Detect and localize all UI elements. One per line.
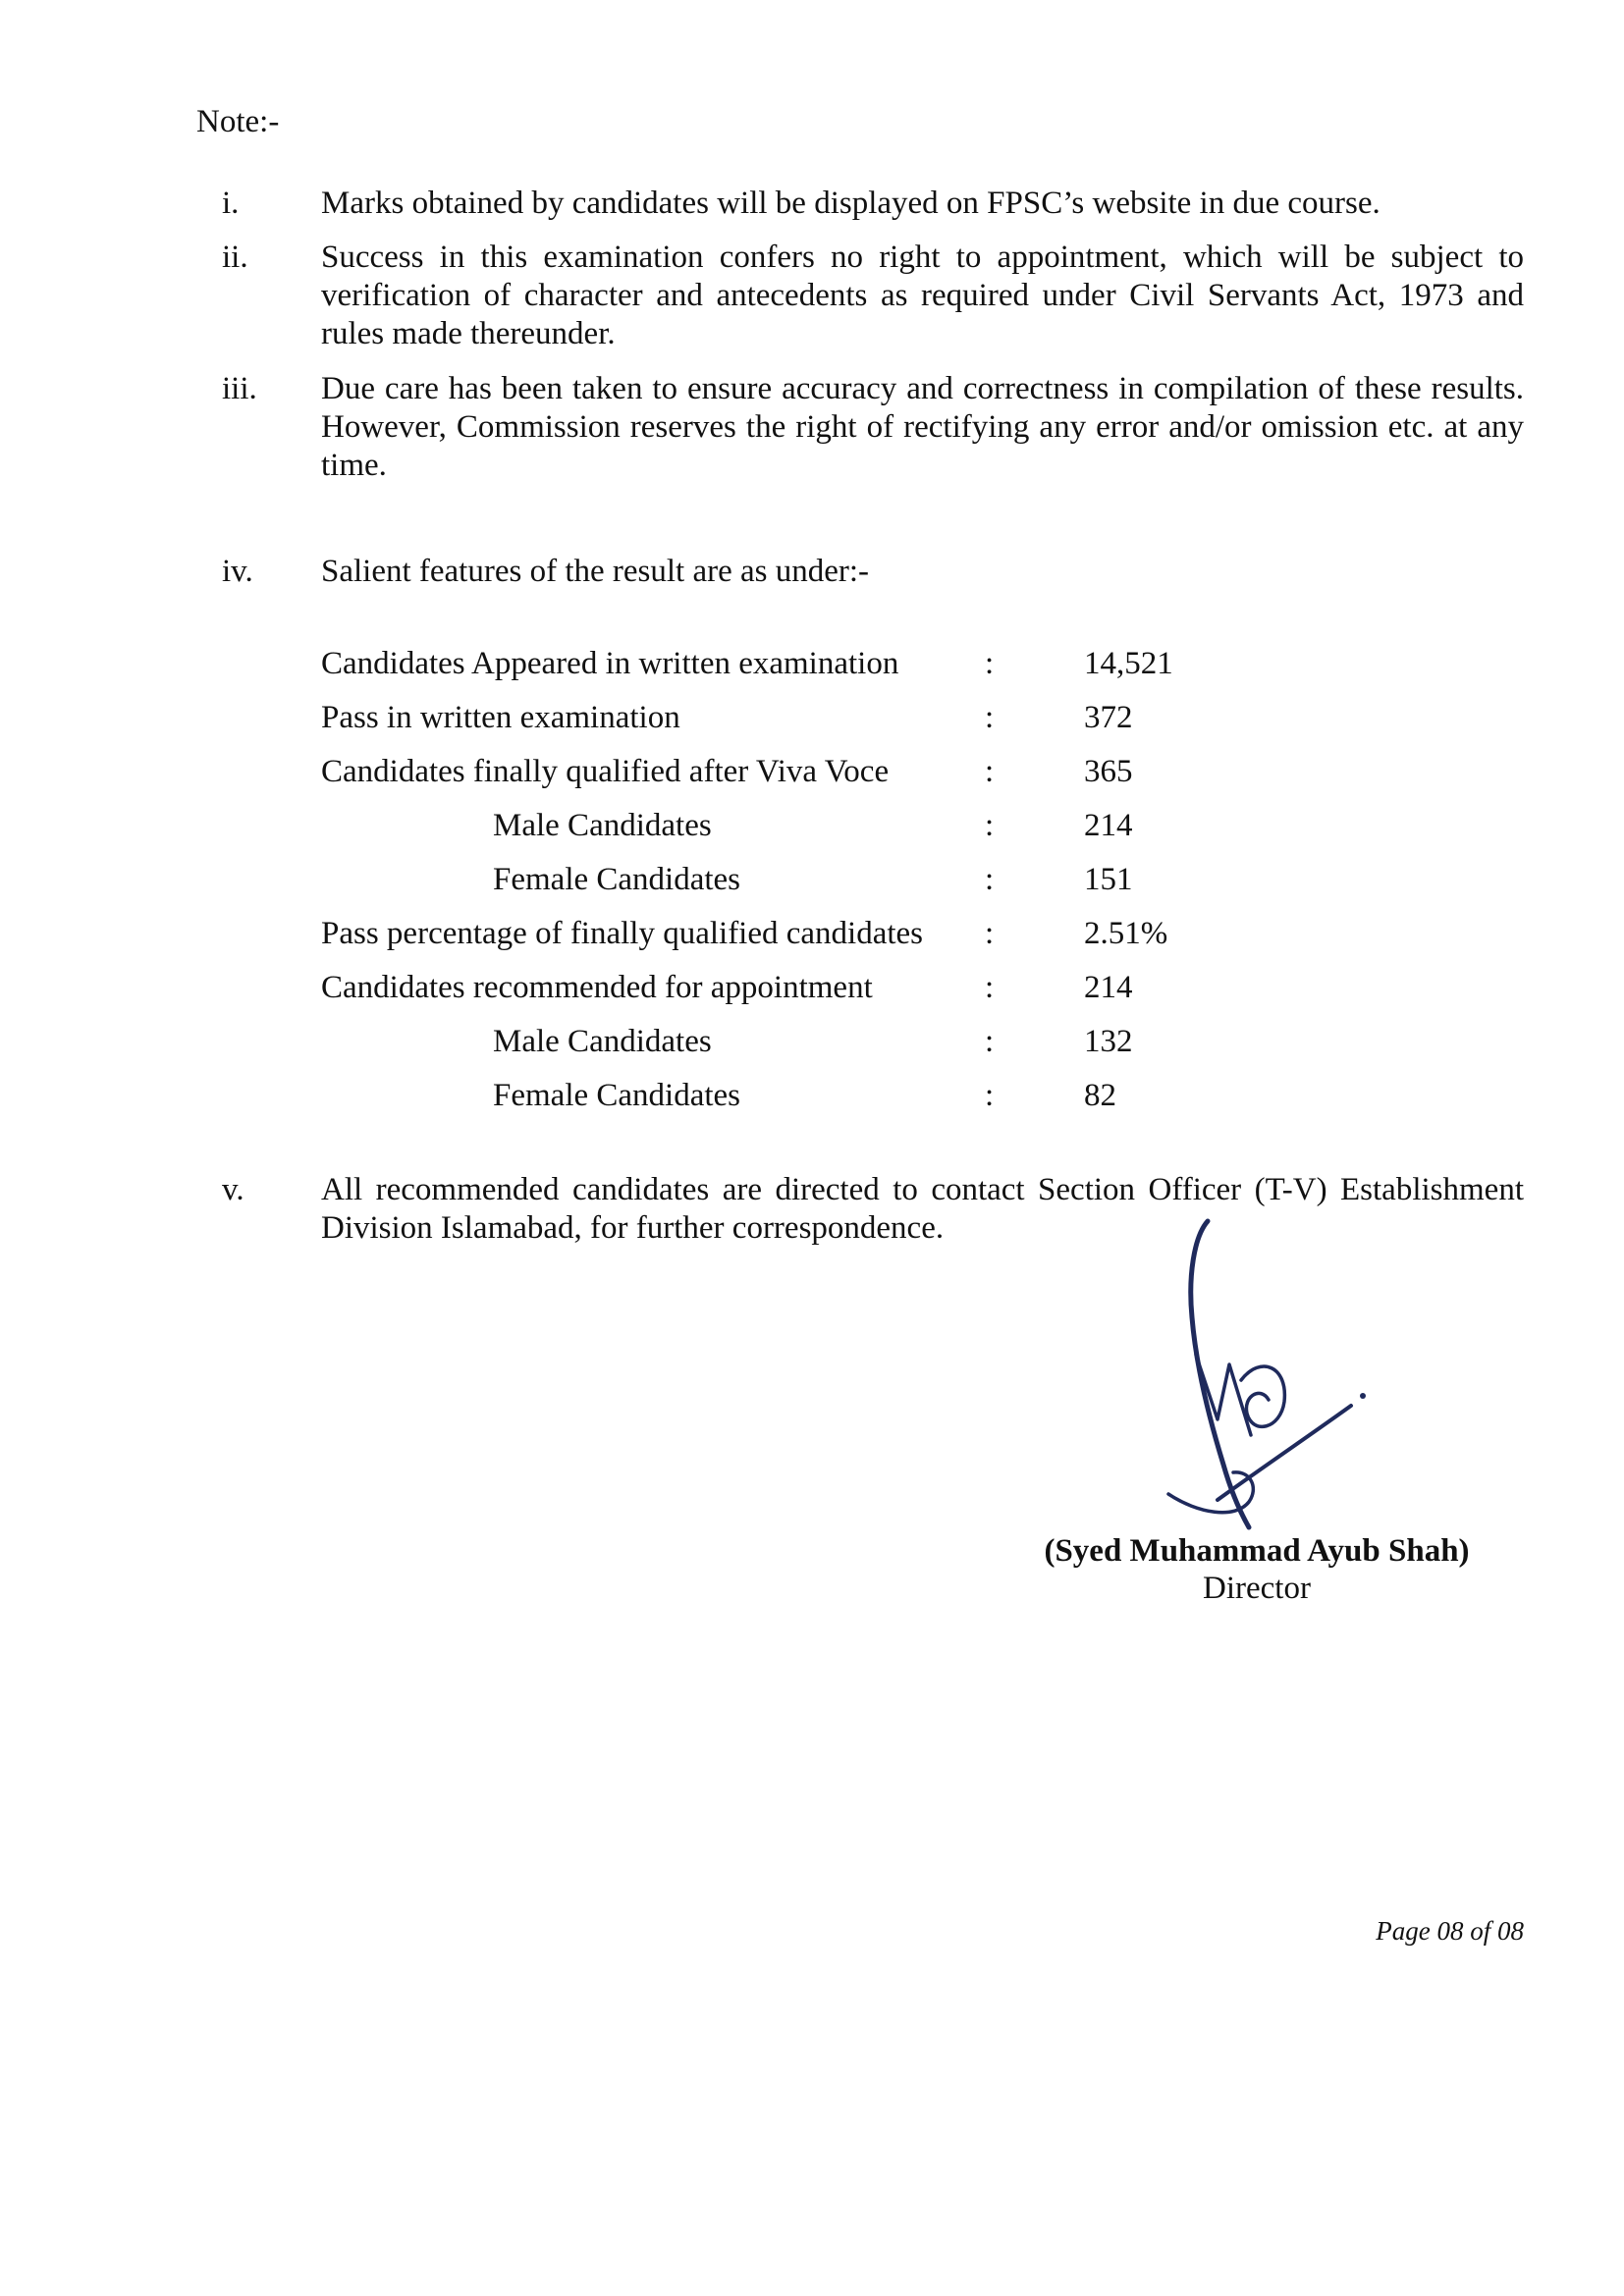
stat-separator: : xyxy=(985,970,995,1005)
stat-row-pass-written xyxy=(321,698,1205,752)
page-number: Page 08 of 08 xyxy=(1376,1916,1524,1946)
signatory-name: (Syed Muhammad Ayub Shah) xyxy=(1044,1533,1470,1569)
signature-dot xyxy=(1360,1393,1366,1399)
stat-value: 214 xyxy=(1084,808,1133,843)
stat-separator: : xyxy=(985,916,995,951)
stat-value: 132 xyxy=(1084,1024,1133,1059)
stat-label: Candidates Appeared in written examination xyxy=(321,646,899,681)
stat-value: 14,521 xyxy=(1084,646,1173,681)
stat-row-finally-qualified xyxy=(321,752,1205,806)
stat-value: 151 xyxy=(1084,862,1133,897)
note-item-number: iv. xyxy=(222,554,253,589)
stat-label: Male Candidates xyxy=(493,808,712,843)
stat-row-qualified-female xyxy=(321,860,1205,914)
note-item-number: iii. xyxy=(222,371,257,406)
handwritten-signature xyxy=(1159,1207,1384,1541)
note-heading: Note:- xyxy=(196,104,280,139)
stat-value: 2.51% xyxy=(1084,916,1168,951)
stat-row-recommended-male xyxy=(321,1022,1205,1076)
stat-row-qualified-male xyxy=(321,806,1205,860)
signature-stroke-diagonal xyxy=(1218,1406,1351,1500)
stat-label: Candidates finally qualified after Viva Voce xyxy=(321,754,890,789)
stat-row-pass-percentage xyxy=(321,914,1205,968)
stat-row-recommended-female xyxy=(321,1076,1205,1130)
stat-value: 214 xyxy=(1084,970,1133,1005)
stat-separator: : xyxy=(985,862,995,897)
stat-row-appeared xyxy=(321,644,1205,698)
stat-label: Female Candidates xyxy=(493,1078,741,1113)
stat-separator: : xyxy=(985,700,995,735)
note-item-iv xyxy=(196,553,1524,592)
stat-label: Male Candidates xyxy=(493,1024,712,1059)
stat-label: Pass percentage of finally qualified candidates xyxy=(321,916,924,951)
stat-separator: : xyxy=(985,808,995,843)
note-item-text: Marks obtained by candidates will be displayed on FPSC’s website in due course. xyxy=(321,186,1380,221)
stat-label: Candidates recommended for appointment xyxy=(321,970,873,1005)
stat-value: 372 xyxy=(1084,700,1133,735)
note-item-ii xyxy=(196,239,1524,356)
note-item-number: v. xyxy=(222,1172,244,1207)
stat-value: 82 xyxy=(1084,1078,1116,1113)
note-item-text: All recommended candidates are directed to contact Section Officer (T-V) Establishment Division Islamabad, for further correspondence. xyxy=(321,1172,1524,1246)
salient-features-table xyxy=(321,644,1205,1130)
stat-separator: : xyxy=(985,754,995,789)
note-item-text: Due care has been taken to ensure accuracy and correctness in compilation of these results. However, Commission reserves the right of rectifying any error and/or omission etc. at any time. xyxy=(321,371,1524,483)
stat-separator: : xyxy=(985,646,995,681)
signatory-title: Director xyxy=(1203,1571,1311,1606)
stat-separator: : xyxy=(985,1078,995,1113)
note-item-number: ii. xyxy=(222,240,248,275)
stat-separator: : xyxy=(985,1024,995,1059)
note-item-i xyxy=(196,185,1524,224)
stat-value: 365 xyxy=(1084,754,1133,789)
stat-label: Pass in written examination xyxy=(321,700,680,735)
note-item-number: i. xyxy=(222,186,240,221)
note-item-text: Salient features of the result are as under:- xyxy=(321,554,870,589)
signature-stroke-loop xyxy=(1241,1366,1284,1426)
stat-label: Female Candidates xyxy=(493,862,741,897)
note-item-iii xyxy=(196,370,1524,488)
stat-row-recommended xyxy=(321,968,1205,1022)
note-item-text: Success in this examination confers no right to appointment, which will be subject to verification of character and antecedents as required under Civil Servants Act, 1973 and rules made thereunder. xyxy=(321,240,1524,351)
